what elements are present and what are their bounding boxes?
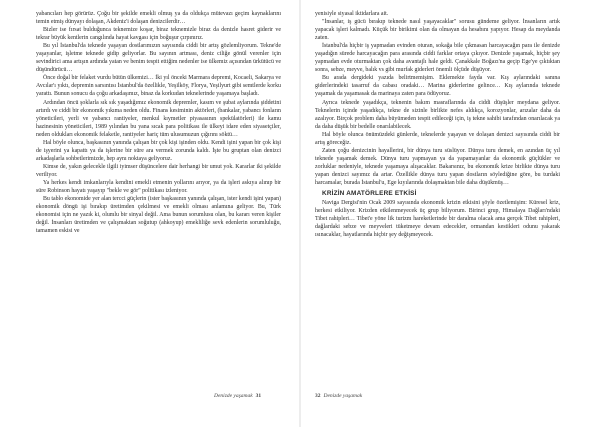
paragraph: yenisiyle siyasal iktidarlara ait.	[315, 11, 389, 17]
paragraph: Önce doğal bir felaket vurdu bütün ülkemizi… İki yıl önceki Marmara depremi, Kocaeli, Sakarya ve Avcılar'ı yıktı, depremin sarsıntısı İstanbul'da özellikle, Yeşilköy, Florya, Yeşilyurt gibi semtlerde korku yarattı. Bunun sonucu da çoğu arkadaşımız, binaz da korkudan teknelerinde yaşamaya başladı.	[36, 75, 281, 98]
paragraph: Bu tablo ekonomide yer alan tercci güçlerin (ister başkasının yanında çalışan, ister kendi işini yapan) ekonomik döngü işi bırakıp üretimden çekilmesi ve emekli olması anlamına geliyor. Bu, Türk ekonomisi için ne yazık ki, olumlu bir sinyal değil. Ama bunun sorumlusu olan, bu kararı veren kişiler değil. İnsanları üretimden ve çalışmaktan soğutup (ahkoyup) emekliliğe sevk edenlerin sorumluluğu, tamamen eskisi ve	[36, 196, 282, 235]
footer-magazine-name: Denizde yaşamak	[214, 393, 253, 399]
paragraph: Hal böyle olunca önümüzdeki günlerde, teknelerde yaşayan ve dolaşan denizci sayısında ciddi bir artış göreceğiz.	[315, 131, 560, 146]
paragraph: yabancıları hep görürüz. Çoğu bir şekilde emekli olmuş ya da oldukça mütevazı geçim kaynaklarını temin etmiş dünyayı dolaşan, Akdeniz'i dolaşan denizcilerdir…	[36, 11, 281, 26]
paragraph: Ya herkes kendi imkanlarıyla kendini emekli etmenin yollarını arıyor, ya da işleri askıya alınıp bir süre Robinson hayatı yaşayıp "bekle ve gör" politikası izleniyor.	[36, 179, 281, 195]
paragraph: Bu arada dergideki yazıda belirtmemişim. Eklemekte fayda var. Kış aylarındaki sanına giderlerindeki tasarruf da cabası oradaki… Marina giderlerine gelince… Kış aylarında teknede yaşamak da yaşamasak da marinaya zaten para ödüyoruz.	[315, 75, 560, 98]
left-page	[36, 10, 281, 235]
paragraph: Ayrıca teknede yaşadıkça, teknenin bakım masraflarında da ciddi düşüşler meydana geliyor. Teknelerin içinde yaşadıkça, tekne de sizinle birlikte nefes aldıkça, korozyonlar, arızalar daha da azalıyor. Birçok problem daha büyümeden tespit edileceği için, iş tekne sahibi tarafından onarılacak ya da daha düşük bir bedelle onarılabilecek.	[315, 99, 560, 130]
paragraph: Bu yıl İstanbul'da teknede yaşayan dostlarımızın sayısında ciddi bir artış gözlemliyorum. Tekne'de yaşayanlar, işletme teknede gidip geliyorlar. Bu sayının artması, deniz ciliğe gönül verenler için sevindirici ama artışın ardında yatan ve benim tespit ettiğim nedenler ise ülkemiz açısından ürkütücü ve düşündürücü…	[36, 43, 281, 74]
paragraph: İstanbul'da hiçbir iş yapmadan evinden oturan, sokağa bile çıkmasan harcayacağın para ile denizde yaşadığın sürede harcayacağın para arasında ciddi farklar ortaya çıkıyor. Denizde yaşamak, hiçbir şey yapmadan evde oturmaktan çok daha avantajlı hale geldi. Çanakkale Boğazı'na geçip Ege'ye çıktıktan sonra, sebze, meyve, balık vs gibi murfak giderleri önemli ölçüde düşüyor.	[315, 43, 560, 74]
paragraph: Zaten çoğu denizcinin hayallerini, bir dünya turu süslüyor. Dünya turu demek, en azından üç yıl teknede yaşamak demek. Dünya turu yapmayan ya da yapamayanlar da ekonomik güçlükler ve zorluklar nedeniyle, teknede yaşamaya alışacaklar. Bakarsınız, bu ekonomik krize birlikte dünya turu yapan denizci sayımız da artar. Özellikle dünya turu yapan dostların söylediğine göre, bu turdaki harcamalar, burada İstanbul'u, Ege kıyılarında dolaşmaktan bile daha düşükmüş…	[315, 147, 560, 186]
paragraph: "İnsanlar, iş gücü bırakıp teknede nasıl yaşayacaklar" sorusu gündeme geliyor. İnsanların artık yapacak işleri kalmadı. Küçük bir birikimi olan da olmayan da hesabını yapıyor. Hesap da meydanda zaten.	[315, 19, 560, 42]
page-number: 32	[315, 393, 321, 399]
paragraph: Kimse de, yakın gelecekle ilgili iyimser düşüncelere dair herhangi bir umut yok. Kararlar iki şekilde veriliyor.	[36, 163, 281, 178]
page-footer-left	[214, 393, 261, 399]
page-number: 31	[255, 393, 262, 399]
paragraph: Hal böyle olunca, başkasının yanında çalışan bir çok kişi işinden oldu. Kendi işini yapan bir çok kişi de işyerini ya kapattı ya da işlerine bir süre ara vermek zorunda kaldı. İşte bu gruptan olan denizci arkadaşlarla sohbetlerimizde, hep aynı noktaya geliyoruz.	[36, 139, 281, 162]
paragraph: Ardından öncü şoklarla sık sık yaşadığımız ekonomik depremler, kasım ve şubat aylarında şiddetini artırdı ve ciddi bir ekonomik yıkıma neden oldu. Finans kesiminin aktörleri, (bankalar, yabancı fonların yöneticileri, yerli ve yabancı rantiyeler, menkul kıymetler piyasasının spekülatörleri) ile kamu hazinesinin yöneticileri, 1989 yılından bu yana sıcak para politikası ile ülkeyi idare eden siyasetçiler, neden oldukları ekonomik felaketle, rantiyeler hariç tüm ulusumuzun çığırını söktü…	[36, 99, 281, 138]
right-page	[315, 10, 560, 239]
page-gutter	[299, 0, 301, 427]
paragraph: Naviga Dergisi'nin Ocak 2009 sayısında ekonomik krizin etkisini şöyle özetlemişim: Küresel kriz, herkesi etkiliyor. Krizden etkilenmeyecek üç grup biliyorum. Birinci grup, Himalaya Dağları'ndaki Tibet rahipleri… Tibet'e yöne lik turizm hareketlerinde bir daralma olacak ama gerçek Tibet rahipleri, dağlardaki sebze ve meyveleri tüketmeye devam edecekler, ormandan kestikleri odunu yakarak ısınacaklar, hayatlarında hiçbir şey değişmeyecek.	[315, 200, 560, 239]
page-footer-right	[315, 393, 362, 399]
section-heading: KRİZİN AMATÖRLERE ETKİSİ	[322, 190, 417, 198]
footer-magazine-name: Denizde yaşamak	[323, 393, 363, 399]
paragraph: Bizler ise fırsat bulduğunca teknemize koşar, biraz teknemizle biraz da denizle hasret giderir ve tekrar büyük kentlerin cangılında hayat kavgası için boğuşur çırpınırız.	[36, 27, 281, 42]
